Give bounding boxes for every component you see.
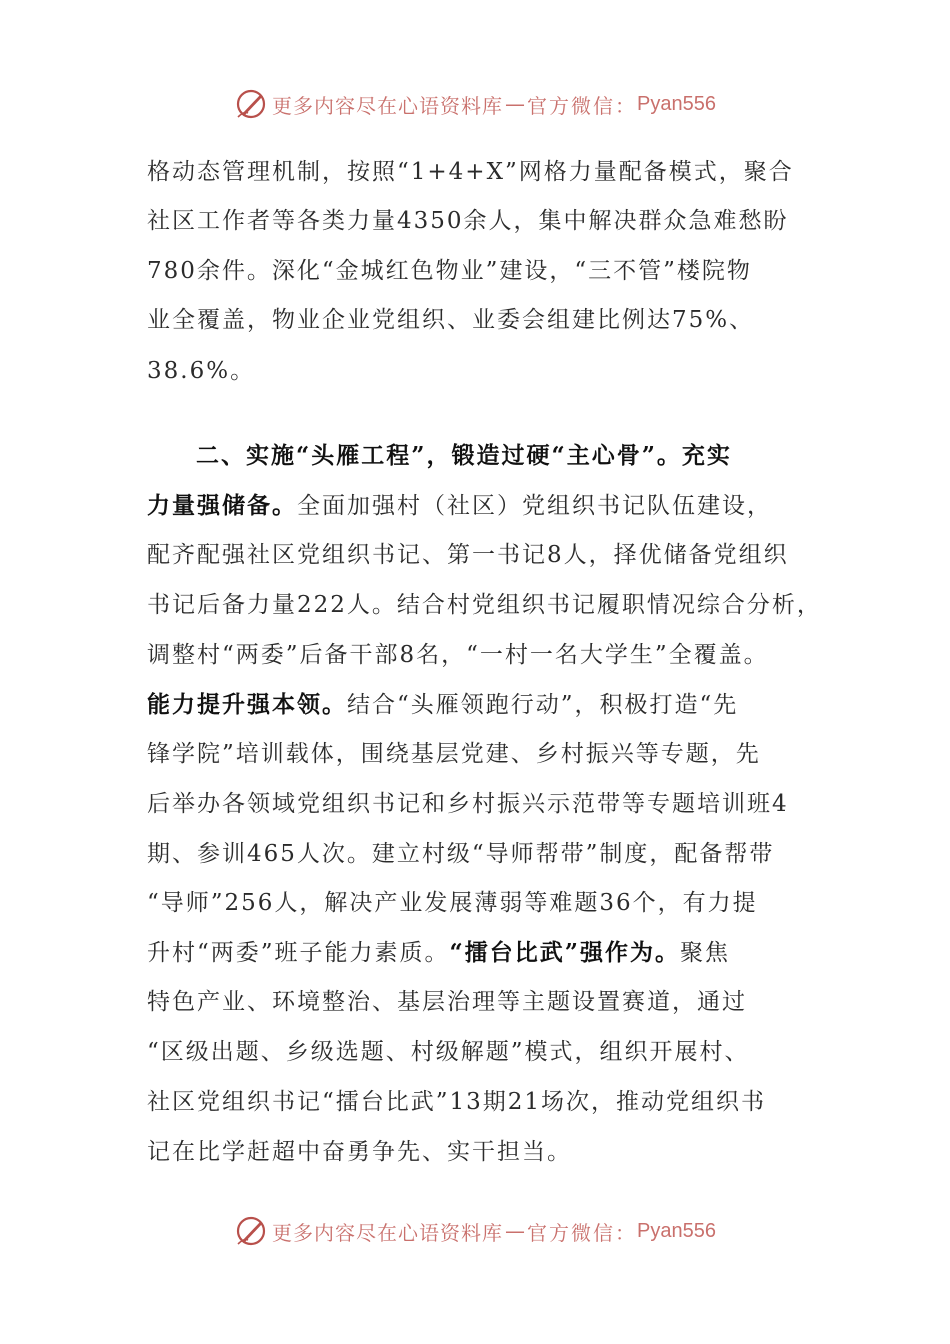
- text-line: 力量强储备。全面加强村（社区）党组织书记队伍建设，: [147, 492, 772, 519]
- section-heading: 二、实施“头雁工程”，锻造过硬“主心骨”。充实: [196, 442, 732, 469]
- text-line: 升村“两委”班子能力素质。“擂台比武”强作为。聚焦: [147, 939, 730, 966]
- text-line: 期、参训465人次。建立村级“导师帮带”制度，配备帮带: [147, 841, 775, 867]
- watermark-official: 官方微信：: [527, 93, 638, 118]
- text-line: 格动态管理机制，按照“1+4+X”网格力量配备模式，聚合: [147, 159, 794, 185]
- watermark-id: Pyan556: [637, 92, 716, 115]
- text-line: 调整村“两委”后备干部8名，“一村一名大学生”全覆盖。: [147, 642, 769, 668]
- watermark-text: 更多内容尽在心语资料库: [272, 1220, 504, 1245]
- text-line: 书记后备力量222人。结合村党组织书记履职情况综合分析，: [147, 592, 822, 618]
- text-line: 业全覆盖，物业企业党组织、业委会组建比例达75%、: [147, 307, 755, 333]
- text-line: 38.6%。: [147, 358, 256, 384]
- quill-logo-icon: [234, 1214, 268, 1248]
- watermark-dash: —: [505, 92, 526, 116]
- watermark-dash: —: [505, 1219, 526, 1243]
- text-line: 配齐配强社区党组织书记、第一书记8人，择优储备党组织: [147, 542, 789, 568]
- text-line: 能力提升强本领。结合“头雁领跑行动”，积极打造“先: [147, 691, 739, 718]
- watermark-text: 更多内容尽在心语资料库: [272, 93, 504, 118]
- text-line: 锋学院”培训载体，围绕基层党建、乡村振兴等专题，先: [147, 741, 761, 767]
- text-line: 后举办各领域党组织书记和乡村振兴示范带等专题培训班4: [147, 791, 789, 817]
- text-line: 记在比学赶超中奋勇争先、实干担当。: [147, 1139, 572, 1165]
- watermark-id: Pyan556: [637, 1219, 716, 1242]
- subheading: 能力提升强本领。: [147, 691, 347, 718]
- subheading: “擂台比武”强作为。: [449, 939, 680, 966]
- text-line: “区级出题、乡级选题、村级解题”模式，组织开展村、: [147, 1039, 750, 1065]
- watermark-header: [0, 84, 950, 124]
- text-line: 社区工作者等各类力量4350余人，集中解决群众急难愁盼: [147, 208, 789, 234]
- quill-logo-icon: [234, 87, 268, 121]
- text-line: 社区党组织书记“擂台比武”13期21场次，推动党组织书: [147, 1089, 767, 1115]
- subheading: 力量强储备。: [147, 492, 297, 519]
- text-line: 特色产业、环境整治、基层治理等主题设置赛道，通过: [147, 989, 747, 1015]
- watermark-footer: [0, 1211, 950, 1251]
- text-line: “导师”256人，解决产业发展薄弱等难题36个，有力提: [147, 890, 758, 916]
- watermark-official: 官方微信：: [527, 1220, 638, 1245]
- text-line: 780余件。深化“金城红色物业”建设，“三不管”楼院物: [147, 258, 752, 284]
